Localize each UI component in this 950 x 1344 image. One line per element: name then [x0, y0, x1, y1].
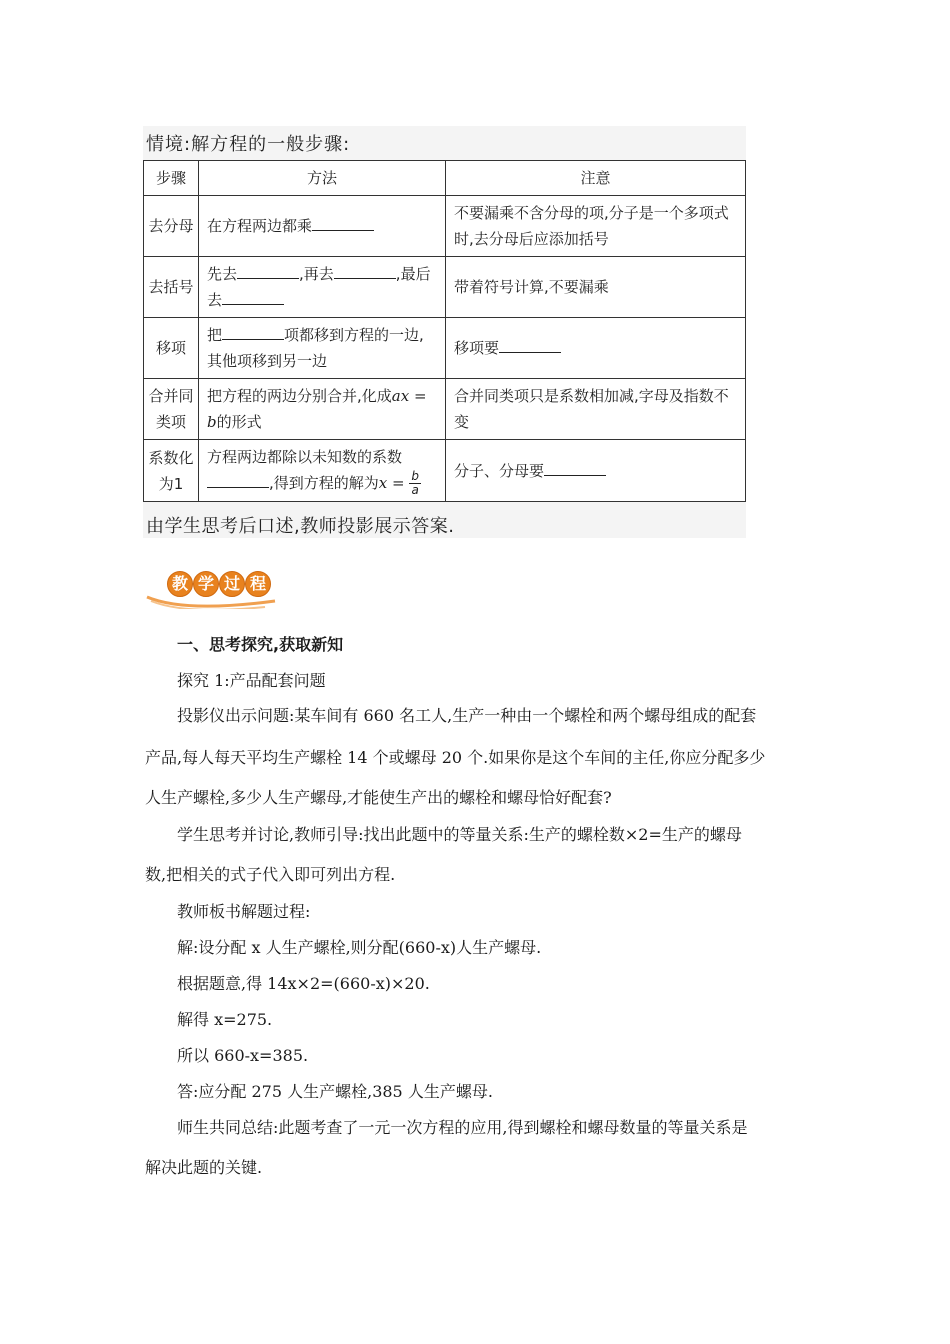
fill-blank: [207, 473, 269, 488]
fill-blank: [544, 461, 606, 476]
solution-x: x =: [378, 474, 405, 492]
method-cell: [199, 440, 446, 502]
fraction-numerator: b: [411, 469, 419, 483]
paragraph-line: 所以 660-x=385.: [177, 1046, 309, 1065]
equation-form: ax = b: [207, 387, 427, 431]
table-footer-note: 由学生思考后口述,教师投影展示答案.: [146, 516, 455, 537]
equation-steps-table: [143, 160, 746, 502]
note-cell: 带着符号计算,不要漏乘: [446, 257, 746, 318]
banner-char: 过: [219, 571, 245, 597]
section-heading: 一、思考探究,获取新知: [177, 635, 344, 654]
fill-blank: [334, 264, 396, 279]
paragraph-line: 师生共同总结:此题考查了一元一次方程的应用,得到螺栓和螺母数量的等量关系是: [177, 1118, 748, 1137]
fill-blank: [222, 325, 284, 340]
method-text: ,最后去: [207, 265, 431, 309]
fill-blank: [499, 338, 561, 353]
step-cell: 系数化为1: [144, 440, 199, 502]
teaching-process-banner: [145, 565, 285, 609]
note-cell: [446, 440, 746, 502]
step-cell: 去括号: [144, 257, 199, 318]
method-text: 把方程的两边分别合并,化成: [207, 387, 392, 405]
banner-char: 教: [167, 571, 193, 597]
fill-blank: [237, 264, 299, 279]
note-cell: 合并同类项只是系数相加减,字母及指数不变: [446, 379, 746, 440]
method-text: 方程两边都除以未知数的系数: [207, 448, 403, 466]
table-row: [144, 318, 746, 379]
table-row: [144, 196, 746, 257]
method-text: ,再去: [299, 265, 334, 283]
step-cell: 去分母: [144, 196, 199, 257]
paragraph-line: 数,把相关的式子代入即可列出方程.: [145, 865, 396, 884]
method-cell: [199, 196, 446, 257]
note-text: 移项要: [454, 339, 500, 357]
paragraph-line: 投影仪出示问题:某车间有 660 名工人,生产一种由一个螺栓和两个螺母组成的配套: [177, 706, 757, 725]
paragraph-line: 学生思考并讨论,教师引导:找出此题中的等量关系:生产的螺栓数×2=生产的螺母: [177, 825, 742, 844]
paragraph-line: 探究 1:产品配套问题: [177, 671, 326, 690]
table-header-row: [144, 161, 746, 196]
step-cell: 合并同类项: [144, 379, 199, 440]
paragraph-line: 人生产螺栓,多少人生产螺母,才能使生产出的螺栓和螺母恰好配套?: [145, 788, 612, 807]
method-text: 的形式: [216, 413, 262, 431]
paragraph-line: 解:设分配 x 人生产螺栓,则分配(660-x)人生产螺母.: [177, 938, 542, 957]
fill-blank: [312, 216, 374, 231]
method-cell: [199, 257, 446, 318]
fill-blank: [222, 290, 284, 305]
method-text: 项都移到方程的一边,其他项移到另一边: [207, 326, 424, 370]
method-cell: [199, 318, 446, 379]
step-cell: 移项: [144, 318, 199, 379]
fraction-denominator: a: [411, 483, 419, 497]
method-text: 把: [207, 326, 223, 344]
paragraph-line: 解决此题的关键.: [145, 1158, 263, 1177]
paragraph-line: 产品,每人每天平均生产螺栓 14 个或螺母 20 个.如果你是这个车间的主任,你应分配多少: [145, 748, 766, 767]
note-cell: [446, 318, 746, 379]
table-row: [144, 440, 746, 502]
fraction-b-over-a: [409, 470, 421, 497]
method-text: ,得到方程的解为: [269, 474, 379, 492]
table-row: [144, 379, 746, 440]
paragraph-line: 答:应分配 275 人生产螺栓,385 人生产螺母.: [177, 1082, 493, 1101]
paragraph-line: 解得 x=275.: [177, 1010, 273, 1029]
banner-char: 程: [245, 571, 271, 597]
note-text: 分子、分母要: [454, 461, 545, 480]
header-step: 步骤: [144, 161, 199, 196]
paragraph-line: 教师板书解题过程:: [177, 902, 311, 921]
note-cell: 不要漏乘不含分母的项,分子是一个多项式时,去分母后应添加括号: [446, 196, 746, 257]
method-cell: [199, 379, 446, 440]
table-row: [144, 257, 746, 318]
banner-char: 学: [193, 571, 219, 597]
header-note: 注意: [446, 161, 746, 196]
paragraph-line: 根据题意,得 14x×2=(660-x)×20.: [177, 974, 430, 993]
header-method: 方法: [199, 161, 446, 196]
table-context-title: 情境:解方程的一般步骤:: [146, 134, 351, 155]
method-text: 在方程两边都乘: [207, 217, 313, 235]
method-text: 先去: [207, 265, 238, 283]
